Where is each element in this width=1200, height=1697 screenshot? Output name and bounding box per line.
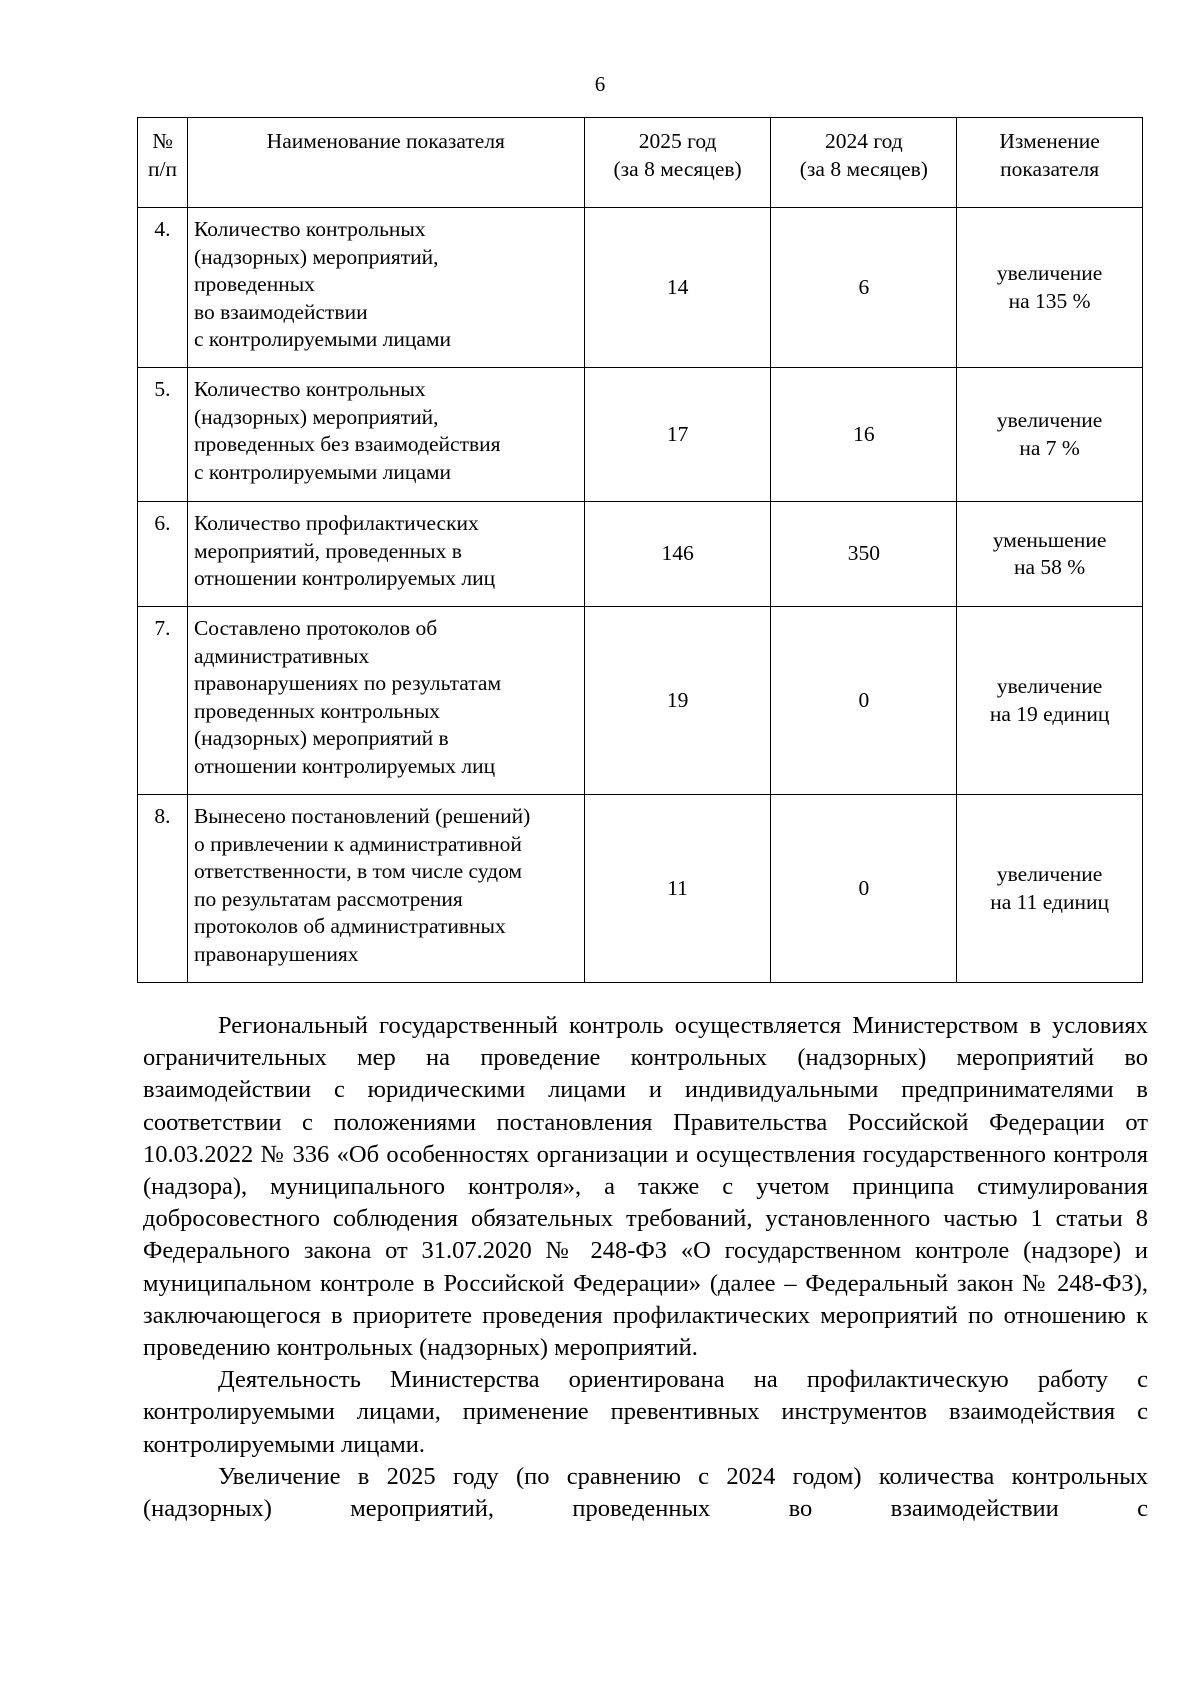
header-year-2025-line: (за 8 месяцев) bbox=[613, 156, 742, 181]
header-year-2024-line: 2024 год bbox=[824, 129, 903, 153]
header-number-line: п/п bbox=[147, 156, 177, 181]
row-value-2025: 11 bbox=[584, 795, 771, 983]
header-year-2025-line: 2025 год bbox=[638, 129, 717, 153]
row-indicator-line: проведенных bbox=[193, 272, 315, 296]
row-indicator-name bbox=[187, 607, 584, 795]
row-indicator-line: проведенных контрольных bbox=[193, 698, 441, 723]
row-change bbox=[957, 795, 1143, 983]
paragraph-ministry-activity: Деятельность Министерства ориентирована на профилактическую работу с контролируемыми лицами, применение превентивных инструментов взаимодействия с контролируемыми лицами. bbox=[143, 1366, 1148, 1458]
header-change-line: показателя bbox=[1000, 156, 1100, 181]
row-indicator-line: мероприятий, проведенных в bbox=[193, 538, 462, 563]
row-indicator-line: отношении контролируемых лиц bbox=[193, 753, 496, 778]
row-indicator-line: Вынесено постановлений (решений) bbox=[193, 804, 531, 828]
table-row bbox=[138, 208, 1143, 368]
row-change bbox=[957, 368, 1143, 502]
table-header-row bbox=[138, 118, 1143, 208]
row-change-line: увеличение bbox=[996, 674, 1103, 698]
row-change-line: уменьшение bbox=[992, 527, 1107, 552]
row-change-line: на 7 % bbox=[1019, 435, 1080, 460]
table-row bbox=[138, 502, 1143, 607]
header-year-2024 bbox=[771, 118, 957, 208]
header-number bbox=[138, 118, 188, 208]
row-number: 6. bbox=[138, 502, 188, 607]
table-row bbox=[138, 795, 1143, 983]
paragraph-regional-control: Региональный государственный контроль осуществляется Министерством в условиях ограничительных мер на проведение контрольных (надзорных) мероприятий во взаимодействии с юридическими лицами и индивидуальными предпринимателями в соответствии с положениями постановления Правительства Российской Федерации от 10.03.2022 № 336 «Об особенностях организации и осуществления государственного контроля (надзора), муниципального контроля», а также с учетом принципа стимулирования добросовестного соблюдения обязательных требований, установленного частью 1 статьи 8 Федерального закона от 31.07.2020 № 248-ФЗ «О государственном контроле (надзоре) и муниципальном контроле в Российской Федерации» (далее – Федеральный закон № 248-ФЗ), заключающегося в приоритете проведения профилактических мероприятий по отношению к проведению контрольных (надзорных) мероприятий. bbox=[143, 1012, 1148, 1362]
row-change-line: на 19 единиц bbox=[989, 701, 1110, 726]
row-value-2024: 350 bbox=[771, 502, 957, 607]
row-indicator-line: Составлено протоколов об bbox=[193, 616, 438, 640]
row-value-2025: 14 bbox=[584, 208, 771, 368]
paragraph-increase: Увеличение в 2025 году (по сравнению с 2024 годом) количества контрольных (надзорных) мероприятий, проведенных во взаимодействии с bbox=[143, 1462, 1148, 1523]
row-value-2025: 17 bbox=[584, 368, 771, 502]
row-number: 7. bbox=[138, 607, 188, 795]
header-indicator-name-text: Наименование показателя bbox=[266, 129, 505, 153]
row-indicator-line: во взаимодействии bbox=[193, 299, 368, 324]
row-value-2024: 0 bbox=[771, 795, 957, 983]
header-indicator-name bbox=[187, 118, 584, 208]
row-value-2024: 6 bbox=[771, 208, 957, 368]
table-row bbox=[138, 368, 1143, 502]
row-change bbox=[957, 607, 1143, 795]
row-value-2024: 0 bbox=[771, 607, 957, 795]
header-change bbox=[957, 118, 1143, 208]
row-change-line: увеличение bbox=[996, 261, 1103, 285]
row-change bbox=[957, 208, 1143, 368]
row-indicator-name bbox=[187, 502, 584, 607]
row-indicator-name bbox=[187, 795, 584, 983]
row-indicator-name bbox=[187, 208, 584, 368]
header-number-line: № bbox=[152, 129, 173, 153]
row-indicator-line: протоколов об административных bbox=[193, 914, 506, 938]
header-change-line: Изменение bbox=[999, 129, 1100, 153]
body-text bbox=[143, 1010, 1148, 1525]
row-change-line: увеличение bbox=[996, 862, 1103, 886]
row-change-line: на 135 % bbox=[1008, 288, 1091, 313]
row-indicator-line: о привлечении к административной bbox=[193, 831, 522, 856]
row-indicator-line: с контролируемыми лицами bbox=[193, 327, 451, 351]
table-row bbox=[138, 607, 1143, 795]
indicators-table bbox=[137, 117, 1143, 983]
row-number: 4. bbox=[138, 208, 188, 368]
row-number: 5. bbox=[138, 368, 188, 502]
row-indicator-line: по результатам рассмотрения bbox=[193, 886, 463, 911]
page-number: 6 bbox=[594, 72, 606, 96]
row-change-line: на 11 единиц bbox=[990, 889, 1109, 914]
row-indicator-line: проведенных без взаимодействия bbox=[193, 432, 501, 456]
row-indicator-line: (надзорных) мероприятий в bbox=[193, 726, 449, 750]
row-indicator-line: Количество контрольных bbox=[193, 217, 426, 241]
row-indicator-line: правонарушениях по результатам bbox=[193, 671, 502, 695]
row-indicator-line: Количество профилактических bbox=[193, 511, 479, 535]
row-indicator-line: административных bbox=[193, 643, 370, 668]
row-value-2025: 19 bbox=[584, 607, 771, 795]
row-indicator-line: ответственности, в том числе судом bbox=[193, 859, 523, 883]
row-indicator-line: правонарушениях bbox=[193, 941, 359, 966]
row-change-line: на 58 % bbox=[1014, 555, 1086, 579]
row-value-2025: 146 bbox=[584, 502, 771, 607]
row-indicator-line: с контролируемыми лицами bbox=[193, 459, 451, 484]
row-indicator-line: (надзорных) мероприятий, bbox=[193, 404, 439, 429]
header-year-2025 bbox=[584, 118, 771, 208]
row-indicator-line: отношении контролируемых лиц bbox=[193, 566, 496, 590]
row-change bbox=[957, 502, 1143, 607]
header-year-2024-line: (за 8 месяцев) bbox=[799, 156, 928, 181]
row-indicator-line: Количество контрольных bbox=[193, 377, 426, 401]
row-value-2024: 16 bbox=[771, 368, 957, 502]
row-indicator-line: (надзорных) мероприятий, bbox=[193, 244, 439, 269]
row-change-line: увеличение bbox=[996, 408, 1103, 432]
row-indicator-name bbox=[187, 368, 584, 502]
row-number: 8. bbox=[138, 795, 188, 983]
